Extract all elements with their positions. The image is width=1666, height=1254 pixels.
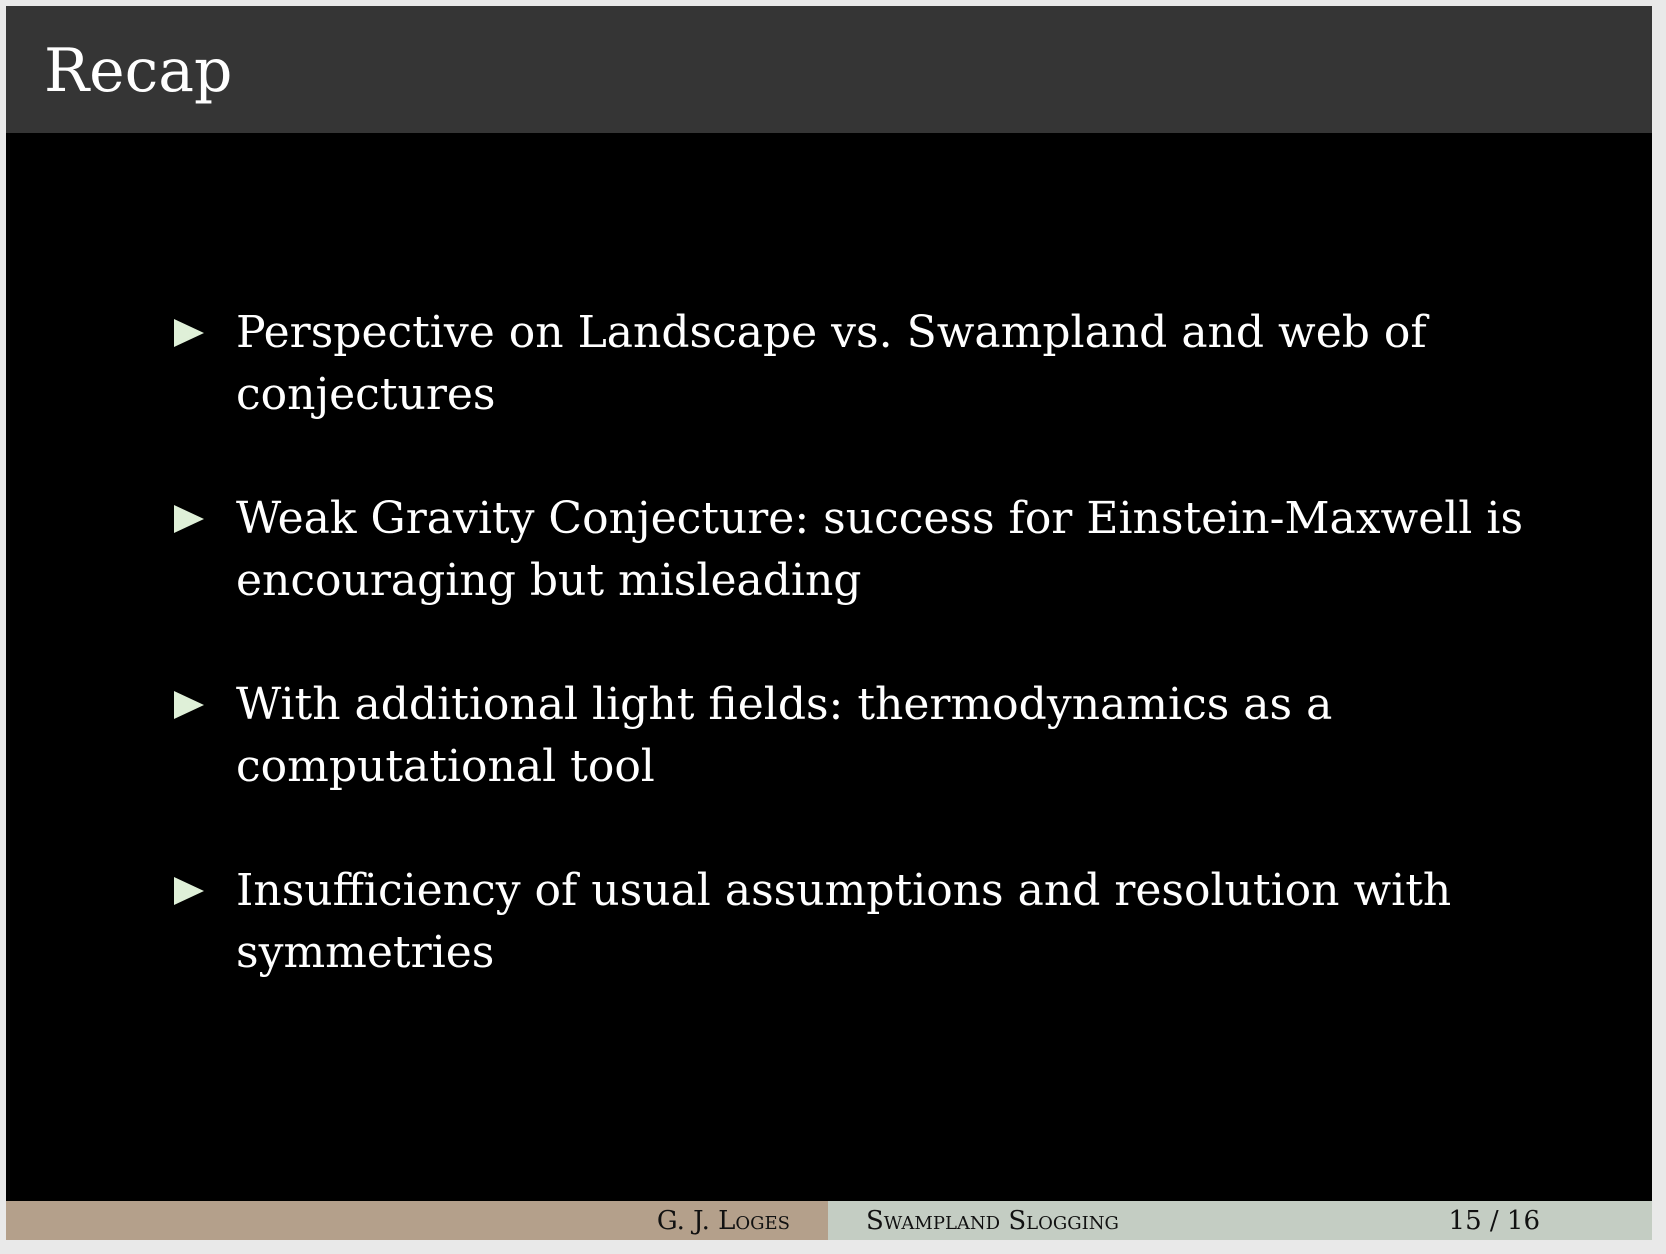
bullet-text: Insufficiency of usual assumptions and resolution with symmetries bbox=[236, 865, 1452, 978]
bullet-text: Weak Gravity Conjecture: success for Einstein-Maxwell is encouraging but misleading bbox=[236, 493, 1524, 606]
bullet-item bbox=[174, 674, 1574, 798]
bullet-item bbox=[174, 860, 1574, 984]
bullet-item bbox=[174, 302, 1574, 426]
slide bbox=[6, 6, 1652, 1240]
footer-talk-title: Swampland Slogging bbox=[866, 1206, 1119, 1236]
bullet-list bbox=[174, 302, 1574, 1046]
triangle-bullet-icon bbox=[174, 319, 204, 347]
triangle-bullet-icon bbox=[174, 691, 204, 719]
bullet-text: Perspective on Landscape vs. Swampland and web of conjectures bbox=[236, 307, 1427, 420]
footer-page-number: 15 / 16 bbox=[1448, 1206, 1540, 1236]
footer-author: G. J. Loges bbox=[656, 1206, 790, 1236]
title-bar bbox=[6, 6, 1652, 133]
bullet-item bbox=[174, 488, 1574, 612]
triangle-bullet-icon bbox=[174, 877, 204, 905]
slide-title: Recap bbox=[44, 36, 233, 106]
footer-title-panel bbox=[828, 1201, 1652, 1240]
footer-author-panel bbox=[6, 1201, 828, 1240]
bullet-text: With additional light fields: thermodynamics as a computational tool bbox=[236, 679, 1333, 792]
slide-footer bbox=[6, 1201, 1652, 1240]
triangle-bullet-icon bbox=[174, 505, 204, 533]
